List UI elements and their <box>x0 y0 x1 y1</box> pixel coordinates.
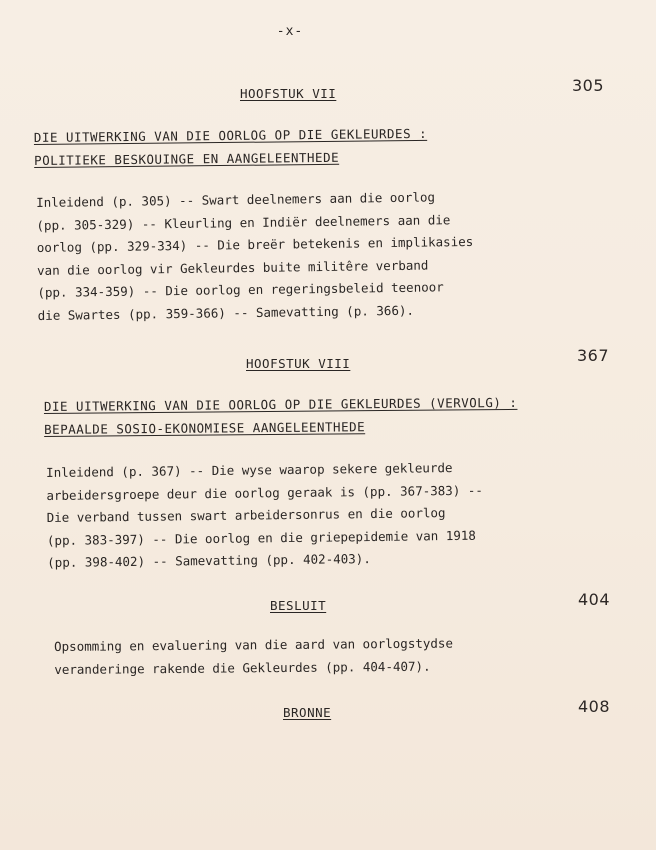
page-number: 404 <box>578 590 611 609</box>
summary-line: die Swartes (pp. 359-366) -- Samevatting (p. 366). <box>37 302 415 323</box>
summary-line: (pp. 334-359) -- Die oorlog en regeringsbeleid teenoor <box>37 279 444 300</box>
chapter-summary <box>54 633 453 681</box>
chapter-title <box>44 391 518 441</box>
chapter-title-line: DIE UITWERKING VAN DIE OORLOG OP DIE GEKLEURDES : <box>33 125 428 146</box>
chapter-heading: BRONNE <box>283 705 332 720</box>
summary-line: Die verband tussen swart arbeidersonrus en die oorlog <box>46 505 446 525</box>
chapter-summary <box>46 457 484 575</box>
summary-line: Inleidend (p. 305) -- Swart deelnemers aan die oorlog <box>36 189 436 210</box>
chapter-heading: BESLUIT <box>270 598 327 613</box>
chapter-summary <box>36 186 474 327</box>
page-number: 367 <box>577 346 610 365</box>
summary-line: arbeidersgroepe deur die oorlog geraak is (pp. 367-383) -- <box>46 482 483 503</box>
summary-line: Inleidend (p. 367) -- Die wyse waarop sekere gekleurde <box>46 460 453 480</box>
chapter-heading: HOOFSTUK VII <box>240 86 337 101</box>
chapter-title-line: BEPAALDE SOSIO-EKONOMIESE AANGELEENTHEDE <box>44 419 366 437</box>
summary-line: (pp. 398-402) -- Samevatting (pp. 402-403). <box>47 551 371 570</box>
summary-line: van die oorlog vir Gekleurdes buite militêre verband <box>36 257 429 278</box>
page-number: 408 <box>578 697 611 716</box>
page-marker: -x- <box>276 24 304 39</box>
summary-line: Opsomming en evaluering van die aard van oorlogstydse <box>54 635 454 654</box>
summary-line: (pp. 383-397) -- Die oorlog en die griepepidemie van 1918 <box>46 527 476 548</box>
summary-line: veranderinge rakende die Gekleurdes (pp. 404-407). <box>54 658 431 677</box>
page-number: 305 <box>572 76 605 95</box>
summary-line: oorlog (pp. 329-334) -- Die breër betekenis en implikasies <box>36 233 474 255</box>
chapter-title <box>34 122 428 172</box>
chapter-heading: HOOFSTUK VIII <box>246 356 351 371</box>
summary-line: (pp. 305-329) -- Kleurling en Indiër deelnemers aan die <box>36 211 451 233</box>
chapter-title-line: POLITIEKE BESKOUINGE EN AANGELEENTHEDE <box>34 149 340 168</box>
chapter-title-line: DIE UITWERKING VAN DIE OORLOG OP DIE GEKLEURDES (VERVOLG) : <box>43 394 518 415</box>
